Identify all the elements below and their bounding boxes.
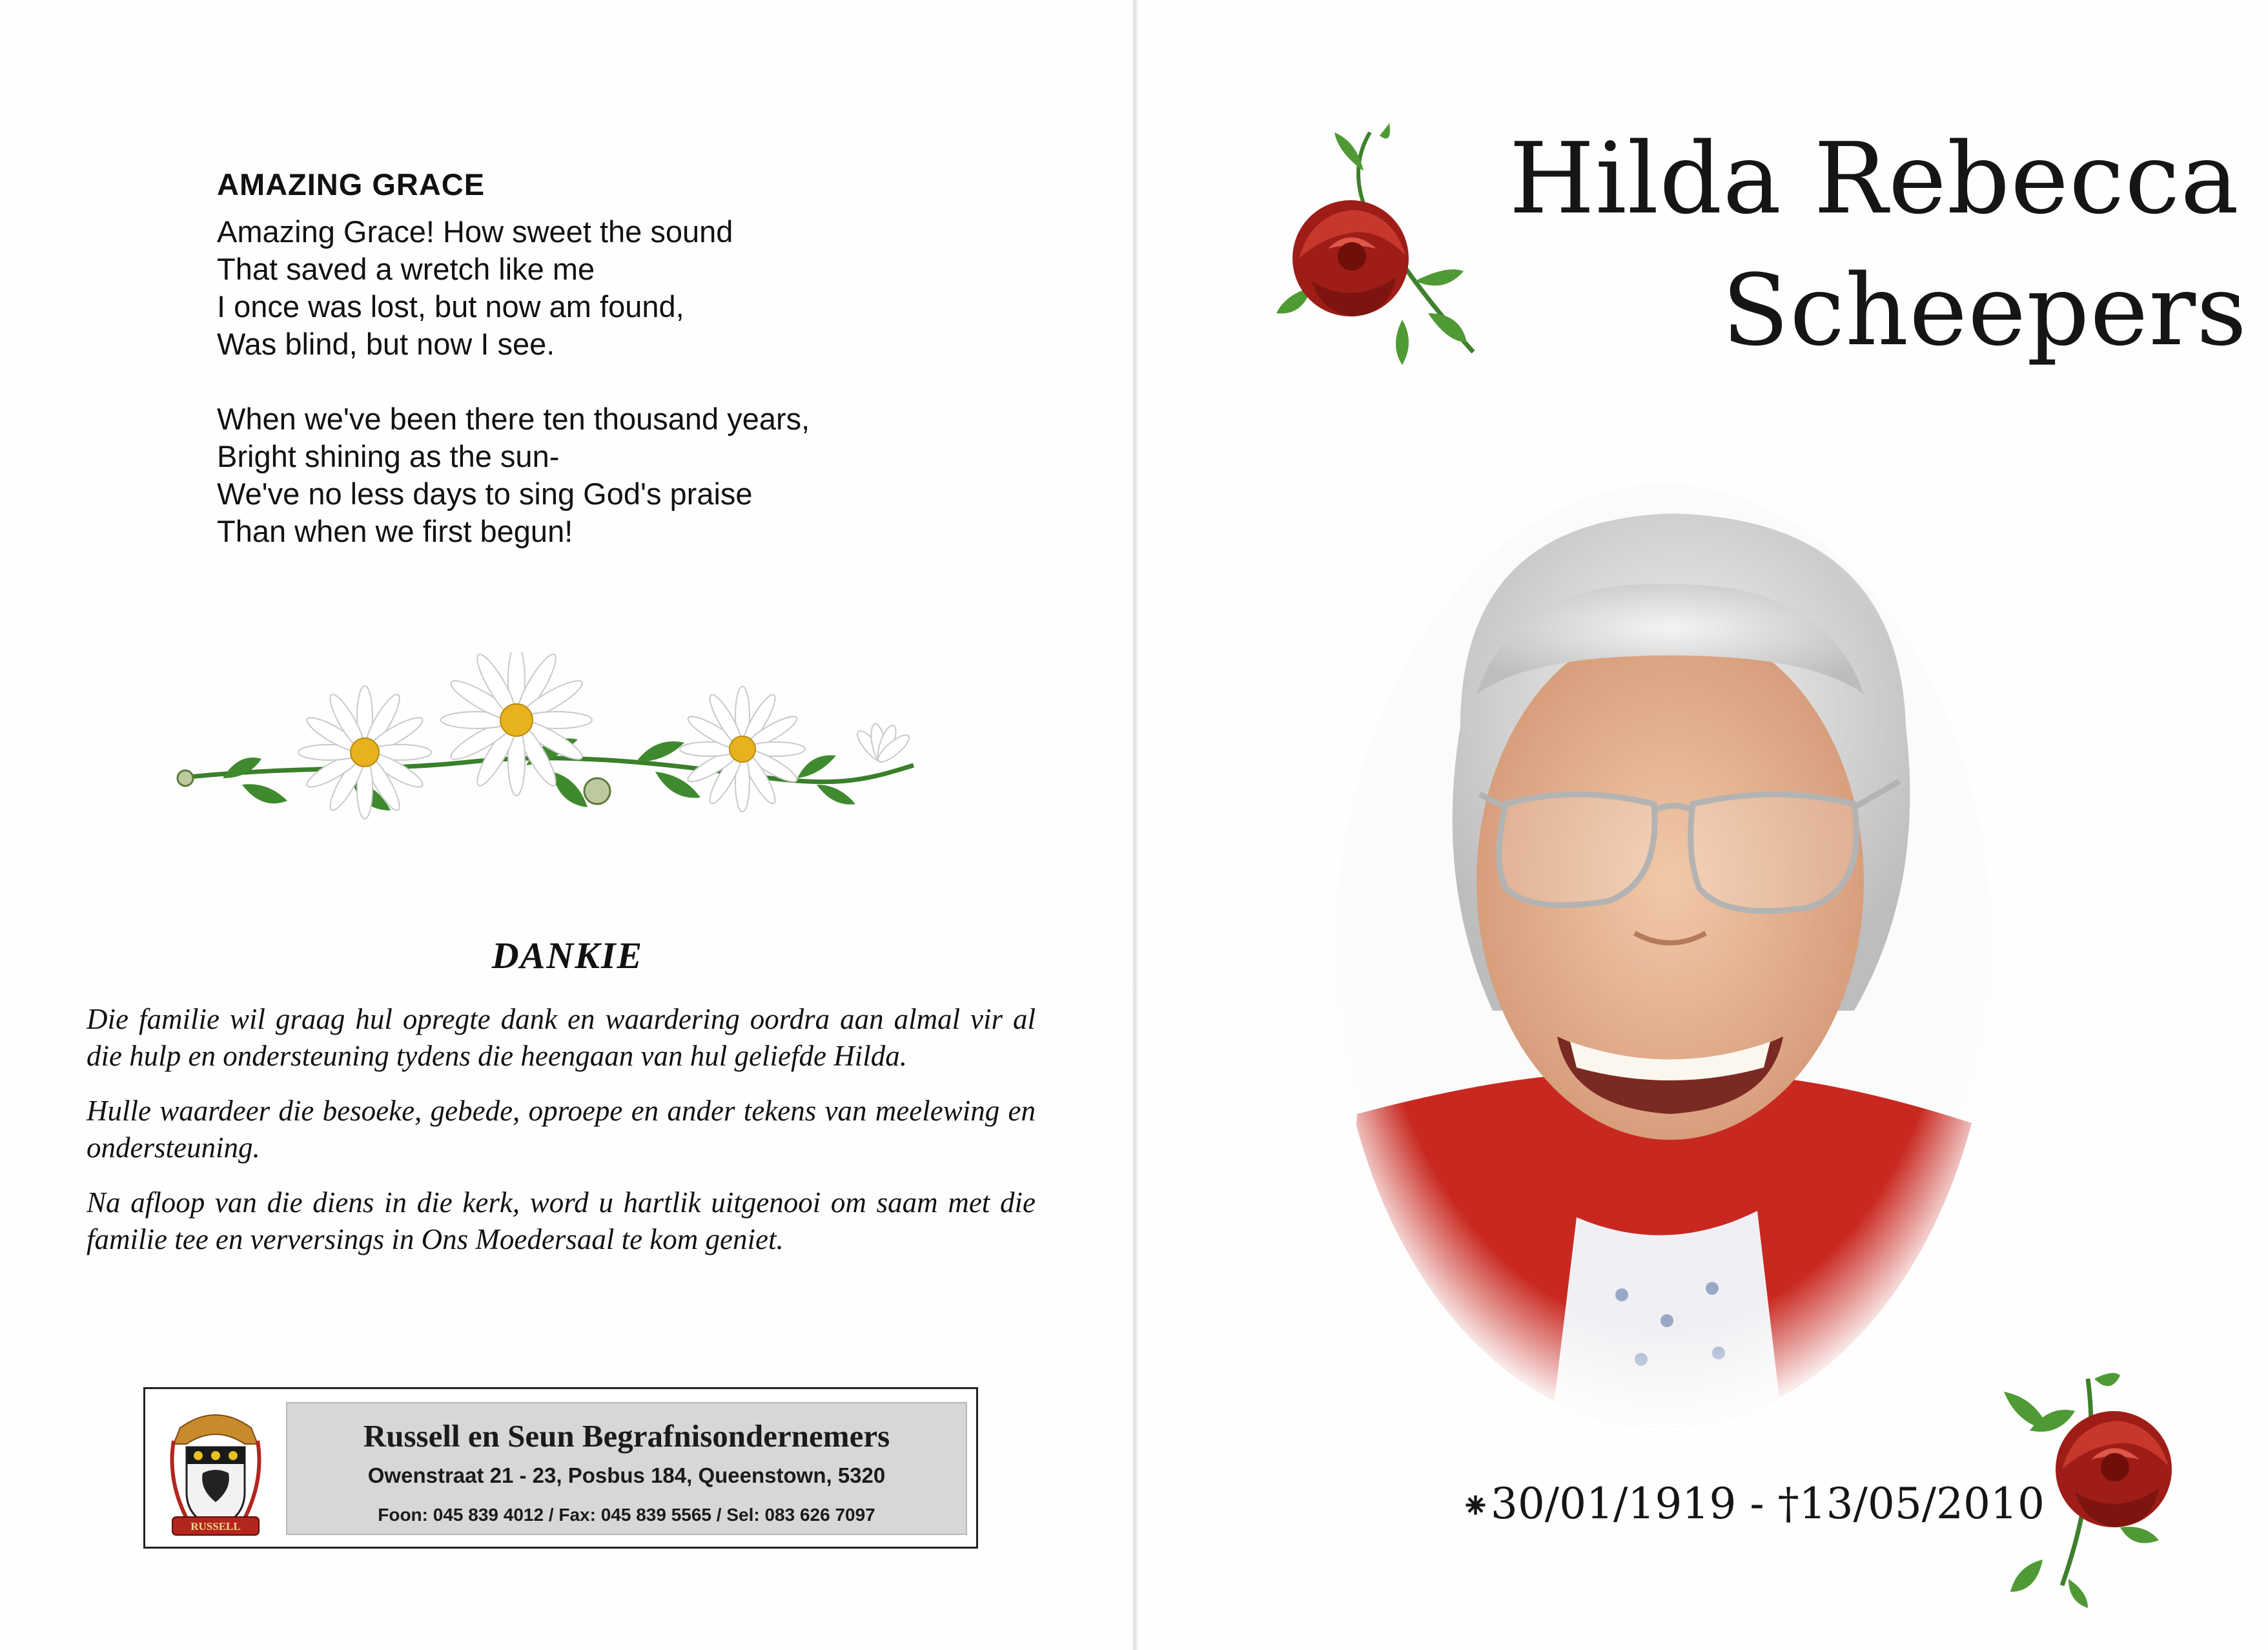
date-separator: -: [1750, 1479, 1764, 1529]
thanks-body: [87, 1001, 1036, 1276]
life-dates: [1460, 1479, 2045, 1529]
hymn-line: Than when we first begun!: [217, 514, 573, 548]
hymn-line: Amazing Grace! How sweet the sound: [217, 214, 733, 249]
daisy-garland-icon: [165, 652, 926, 846]
red-rose-icon: [1267, 119, 1486, 391]
thanks-paragraph: Hulle waardeer die besoeke, gebede, oproepe en ander tekens van meelewing en ondersteuning.: [87, 1095, 1036, 1164]
coat-of-arms-icon: [167, 1402, 264, 1540]
funeral-home-panel: [286, 1402, 967, 1535]
crest-label: RUSSELL: [190, 1520, 241, 1532]
funeral-home-address: Owenstraat 21 - 23, Posbus 184, Queenstown, 5320: [367, 1463, 886, 1487]
funeral-home-name: Russell en Seun Begrafnisondernemers: [363, 1418, 890, 1454]
hymn-line: We've no less days to sing God's praise: [217, 477, 753, 511]
birth-symbol: ⁕: [1460, 1485, 1491, 1527]
funeral-home-contact: Foon: 045 839 4012 / Fax: 045 839 5565 / Sel: 083 626 7097: [378, 1505, 875, 1525]
thanks-title: DANKIE: [491, 934, 644, 976]
hymn-line: When we've been there ten thousand years,: [217, 402, 810, 436]
hymn-line: Was blind, but now I see.: [217, 327, 555, 361]
hymn-line: Bright shining as the sun-: [217, 439, 560, 473]
death-date: 13/05/2010: [1799, 1479, 2045, 1529]
hymn-title: AMAZING GRACE: [217, 167, 485, 201]
hymn-line: I once was lost, but now am found,: [217, 289, 684, 324]
hymn-text: [217, 213, 810, 588]
hymn-stanza-1: [217, 213, 810, 363]
thanks-paragraph: Na afloop van die diens in die kerk, word u hartlik uitgenooi om saam met die familie tee en verversings in Ons Moedersaal te kom geniet.: [87, 1186, 1036, 1255]
deceased-name-line-2: Scheepers: [1722, 253, 2247, 367]
birth-date: 30/01/1919: [1490, 1479, 1737, 1529]
portrait-photo: [1331, 481, 1996, 1430]
hymn-stanza-2: [217, 400, 810, 550]
hymn-line: That saved a wretch like me: [217, 252, 595, 286]
funeral-home-box: [143, 1387, 978, 1549]
deceased-name-line-1: Hilda Rebecca: [1509, 121, 2240, 236]
thanks-paragraph: Die familie wil graag hul opregte dank en waardering oordra aan almal vir al die hulp en ondersteuning tydens die heengaan van hul geliefde Hilda.: [87, 1003, 1036, 1072]
red-rose-icon: [1991, 1366, 2211, 1611]
death-symbol: †: [1777, 1479, 1799, 1529]
right-page: [1138, 0, 2268, 1650]
